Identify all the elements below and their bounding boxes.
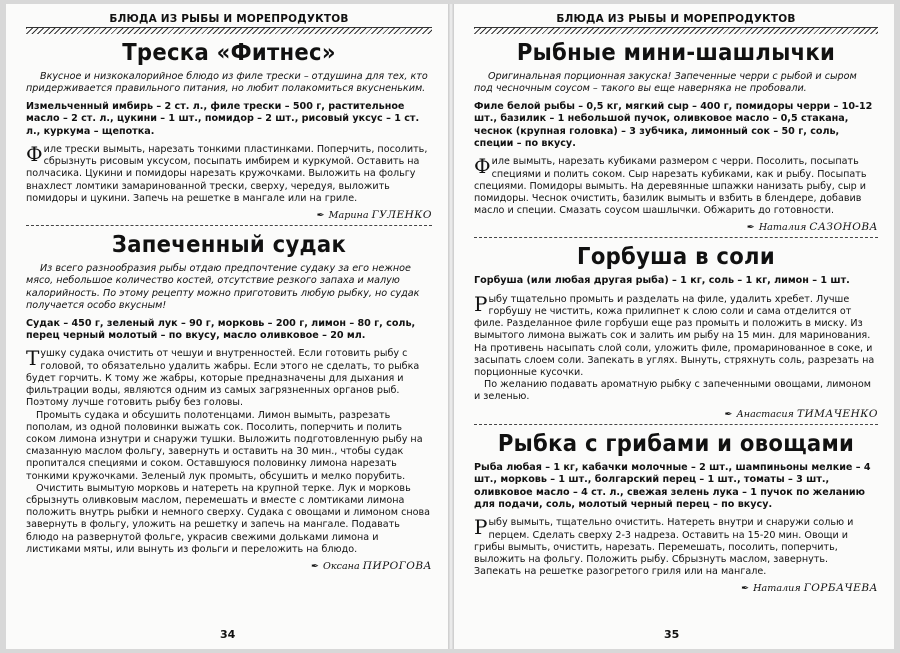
recipe-rybka-s-gribami	[474, 431, 878, 595]
recipe-body	[474, 291, 878, 404]
page-number: 34	[220, 628, 236, 641]
recipe-body	[26, 348, 432, 555]
recipe-body	[474, 156, 878, 217]
pen-icon: ✒	[316, 210, 325, 222]
recipe-ingredients: Горбуша (или любая другая рыба) – 1 кг, соль – 1 кг, лимон – 1 шт.	[474, 275, 850, 287]
recipe-ingredients: Судак – 450 г, зеленый лук – 90 г, морковь – 200 г, лимон – 80 г, соль, перец черный молотый – по вкусу, масло оливковое – 20 мл.	[26, 317, 416, 342]
recipe-title: Горбуша в соли	[577, 244, 775, 271]
drop-cap: Ф	[474, 154, 491, 179]
recipe-shashlychki	[474, 40, 878, 233]
drop-cap: Т	[26, 346, 40, 371]
recipe-treska	[26, 40, 432, 221]
recipe-body	[474, 517, 878, 578]
recipe-author: ✒ Оксана ПИРОГОВА	[310, 559, 432, 572]
header-ornament	[474, 27, 878, 34]
recipe-paragraph: Филе трески вымыть, нарезать тонкими пластинками. Поперчить, посолить, сбрызнуть рисовым уксусом, посыпать имбирем и куркумой. Оставить на полчасика. Цукини и помидоры нарезать кружочками. Выложить на фольгу внахлест ломтики замаринованной трески, сверху, чередуя, выложить помидоры и цукини. Запечь на решетке в мангале или на гриле.	[26, 142, 428, 204]
pen-icon: ✒	[746, 222, 755, 234]
recipe-author: ✒ Марина ГУЛЕНКО	[316, 209, 432, 222]
recipe-paragraph: Очистить вымытую морковь и натереть на крупной терке. Лук и морковь сбрызнуть оливковым маслом, перемешать и вместе с ломтиками лимона положить внутрь рыбки и немного сверху. Судака с овощами и лимоном снова завернуть в фольгу, уложить на решетку и запечь на мангале. Подавать блюдо на развернутой фольге, украсив свежими дольками лимона и листиками мяты, или вынуть из фольги и переложить на блюдо.	[26, 482, 431, 555]
recipe-ingredients: Измельченный имбирь – 2 ст. л., филе трески – 500 г, растительное масло – 2 ст. л., цукини – 1 шт., помидор – 2 шт., рисовый уксус – 1 ст. л., куркума – щепотка.	[26, 100, 420, 137]
recipe-title: Запеченный судак	[111, 232, 347, 259]
recipe-gorbusha	[474, 244, 878, 419]
recipe-paragraph: Промыть судака и обсушить полотенцами. Лимон вымыть, разрезать пополам, из одной половинки выжать сок. Посолить, поперчить и полить соком лимона изнутри и снаружи тушки. Выложить подготовленную рыбу на смазанную маслом фольгу, завернуть и оставить на 30 мин., чтобы судак пропитался специями и соком. Оставшуюся половинку лимона нарезать тонкими кружочками. Зеленый лук промыть, обсушить и мелко порубить.	[26, 409, 423, 482]
recipe-lead: Оригинальная порционная закуска! Запеченные черри с рыбой и сыром под чесночным соусом – такого вы еще наверняка не пробовали.	[474, 71, 857, 95]
drop-cap: Ф	[26, 142, 43, 167]
section-divider	[474, 424, 878, 425]
recipe-author: ✒ Наталия САЗОНОВА	[746, 221, 878, 234]
recipe-lead: Из всего разнообразия рыбы отдаю предпочтение судаку за его нежное мясо, небольшое количество костей, отсутствие резкого запаха и малую калорийность. По этому рецепту можно приготовить любую рыбку, но судак получается особо вкусным!	[26, 263, 420, 312]
pen-icon: ✒	[310, 560, 319, 572]
recipe-paragraph: Тушку судака очистить от чешуи и внутренностей. Если готовить рыбу с головой, то обязательно удалить жабры. Если этого не сделать, то рыбка будет горчить. К тому же жабры, которые предназначены для дыхания и фильтрации воды, являются одним из самых загрязненных органов рыб. Поэтому лучше готовить рыбу без головы.	[26, 346, 420, 409]
recipe-author: ✒ Анастасия ТИМАЧЕНКО	[724, 407, 878, 420]
pen-icon: ✒	[741, 583, 750, 595]
running-head: БЛЮДА ИЗ РЫБЫ И МОРЕПРОДУКТОВ	[109, 13, 349, 25]
recipe-ingredients: Рыба любая – 1 кг, кабачки молочные – 2 шт., шампиньоны мелкие – 4 шт., морковь – 1 шт., болгарский перец – 1 шт., томаты – 3 шт., оливковое масло – 4 ст. л., свежая зелень лука – 1 пучок по желанию для подачи, соль, молотый черный перец – по вкусу.	[474, 461, 871, 510]
recipe-paragraph: Филе вымыть, нарезать кубиками размером с черри. Посолить, посыпать специями и полить соком. Сыр нарезать кубиками, как и рыбу. Посыпать специями. Помидоры вымыть. На деревянные шпажки нанизать рыбу, сыр и помидоры. Чеснок очистить, базилик вымыть и взбить в блендере, добавив масло и специи. Смазать соусом шашлычки. Обжарить до готовности.	[474, 154, 867, 217]
section-divider	[26, 225, 432, 226]
drop-cap: Р	[474, 291, 488, 316]
page-number: 35	[664, 628, 680, 641]
header-ornament	[26, 27, 432, 34]
page-left	[6, 4, 448, 649]
recipe-title: Рыбные мини-шашлычки	[516, 40, 836, 66]
recipe-paragraph: Рыбу тщательно промыть и разделать на филе, удалить хребет. Лучше горбушу не чистить, кожа прилипнет к слою соли и сама отделится от филе. Разделанное филе горбуши еще раз промыть и положить в миску. Из вымытого лимона выжать сок и залить им рыбу на 15 мин. для маринования. На противень насыпать слой соли, уложить филе, промаринованное в соке, и засыпать слоем соли. Запекать в углях. Вынуть, стряхнуть соль, разрезать на порционные кусочки.	[474, 291, 875, 379]
recipe-title: Рыбка с грибами и овощами	[497, 430, 855, 457]
recipe-lead: Вкусное и низкокалорийное блюдо из филе трески – отдушина для тех, кто придерживается правильного питания, но любит полакомиться вкусненьким.	[26, 71, 428, 95]
recipe-author: ✒ Наталия ГОРБАЧЕВА	[741, 582, 878, 595]
recipe-sudak	[26, 232, 432, 572]
running-head: БЛЮДА ИЗ РЫБЫ И МОРЕПРОДУКТОВ	[556, 13, 796, 25]
recipe-body	[26, 144, 432, 205]
recipe-ingredients: Филе белой рыбы – 0,5 кг, мягкий сыр – 400 г, помидоры черри – 10-12 шт., базилик – 1 небольшой пучок, оливковое масло – 0,5 стакана, чеснок (крупная головка) – 3 зубчика, лимонный сок – 50 г, соль, специи – по вкусу.	[474, 100, 873, 150]
recipe-paragraph: Рыбу вымыть, тщательно очистить. Натереть внутри и снаружи солью и перцем. Сделать сверху 2-3 надреза. Оставить на 15-20 мин. Овощи и грибы вымыть, очистить, нарезать. Перемешать, посолить, поперчить, выложить на фольгу. Положить рыбу. Сбрызнуть маслом, завернуть. Запекать на решетке разогретого гриля или на мангале.	[474, 515, 854, 578]
recipe-paragraph: По желанию подавать ароматную рыбку с запеченными овощами, лимоном и зеленью.	[474, 379, 871, 403]
section-divider	[474, 237, 878, 238]
recipe-title: Треска «Фитнес»	[122, 40, 336, 66]
page-right	[454, 4, 894, 649]
drop-cap: Р	[474, 515, 488, 540]
pen-icon: ✒	[724, 408, 733, 420]
